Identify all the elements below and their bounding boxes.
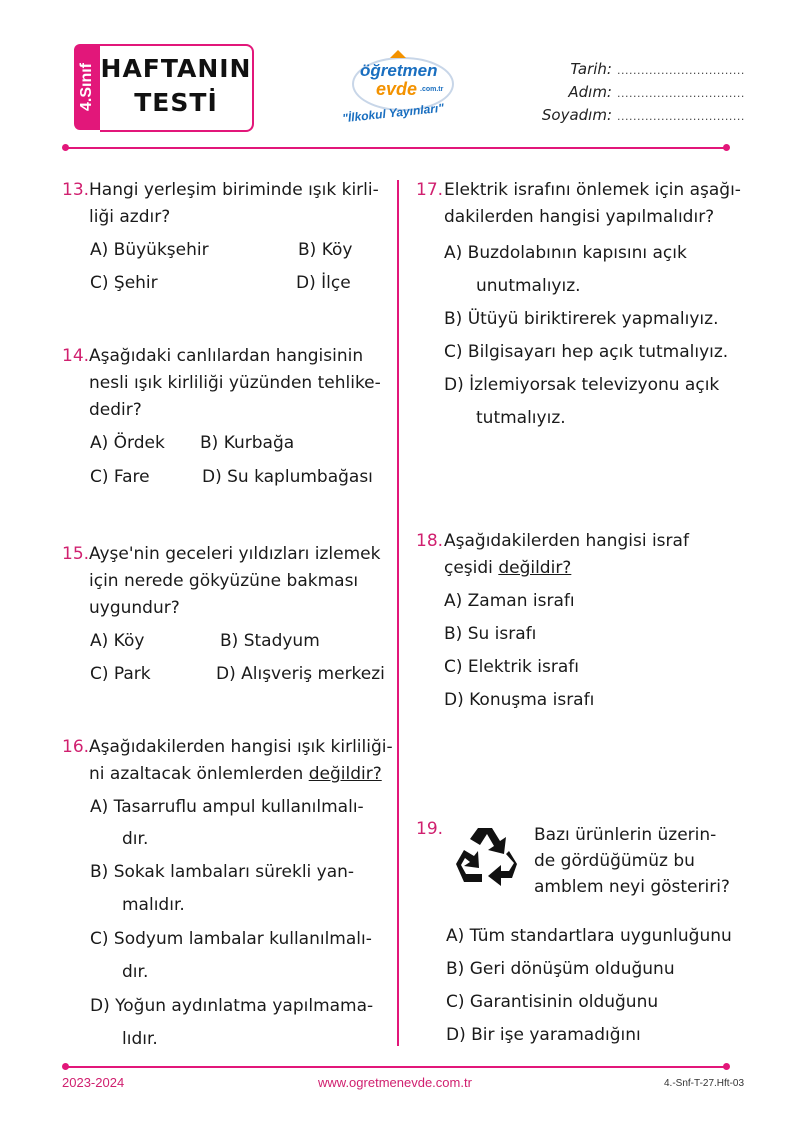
name-label: Adım:: [568, 83, 612, 101]
footer-dot-right: [723, 1063, 730, 1070]
option-b-cont[interactable]: malıdır.: [122, 895, 185, 915]
option-c[interactable]: C) Elektrik israfı: [444, 657, 579, 677]
footer-code: 4.-Snf-T-27.Hft-03: [664, 1078, 745, 1089]
question-text-part: çeşidi: [444, 558, 499, 578]
option-c[interactable]: C) Şehir: [90, 273, 158, 293]
option-d[interactable]: D) İlçe: [296, 273, 351, 293]
name-field[interactable]: ................................: [617, 87, 745, 100]
option-a[interactable]: A) Ördek: [90, 433, 165, 453]
option-a-cont[interactable]: dır.: [122, 829, 149, 849]
question-text: Elektrik israfını önlemek için aşağı-: [444, 180, 741, 200]
footer-dot-left: [62, 1063, 69, 1070]
column-divider: [397, 180, 399, 1046]
question-text: amblem neyi gösteriri?: [534, 877, 730, 897]
option-a[interactable]: A) Tüm standartlara uygunluğunu: [446, 926, 732, 946]
option-b[interactable]: B) Geri dönüşüm olduğunu: [446, 959, 675, 979]
title-line-2: TESTİ: [134, 88, 218, 117]
question-text: Bazı ürünlerin üzerin-: [534, 825, 717, 845]
emphasis-underlined: değildir?: [498, 558, 572, 578]
option-c[interactable]: C) Fare: [90, 467, 150, 487]
logo-top: öğretmen: [360, 61, 438, 80]
option-d[interactable]: D) Konuşma israfı: [444, 690, 595, 710]
option-b[interactable]: B) Ütüyü biriktirerek yapmalıyız.: [444, 309, 719, 329]
question-text: için nerede gökyüzüne bakması: [89, 571, 359, 591]
option-d[interactable]: D) İzlemiyorsak televizyonu açık: [444, 375, 720, 395]
question-text: dedir?: [89, 400, 142, 420]
option-b[interactable]: B) Kurbağa: [200, 433, 295, 453]
publisher-logo: [341, 44, 458, 130]
question-text: Hangi yerleşim biriminde ışık kirli-: [89, 180, 379, 200]
option-d[interactable]: D) Yoğun aydınlatma yapılmama-: [90, 996, 374, 1016]
option-a[interactable]: A) Tasarruflu ampul kullanılmalı-: [90, 797, 364, 817]
recycle-icon: [452, 824, 524, 894]
option-d-cont[interactable]: tutmalıyız.: [476, 408, 566, 428]
footer-website-link[interactable]: www.ogretmenevde.com.tr: [318, 1075, 472, 1090]
option-d-cont[interactable]: lıdır.: [122, 1029, 158, 1049]
footer-divider: [66, 1066, 726, 1068]
question-text: de gördüğümüz bu: [534, 851, 695, 871]
question-text-part: ni azaltacak önlemlerden: [89, 764, 309, 784]
question-text: uygundur?: [89, 598, 180, 618]
logo-main: evde: [376, 79, 418, 99]
emphasis-underlined: değildir?: [308, 764, 382, 784]
option-c[interactable]: C) Park: [90, 664, 151, 684]
surname-field[interactable]: ................................: [617, 110, 745, 123]
question-number: 14.: [62, 346, 90, 366]
question-text: nesli ışık kirliliği yüzünden tehlike-: [89, 373, 381, 393]
option-d[interactable]: D) Alışveriş merkezi: [216, 664, 385, 684]
surname-label: Soyadım:: [541, 106, 612, 124]
question-text: [444, 555, 571, 582]
option-a[interactable]: A) Büyükşehir: [90, 240, 209, 260]
question-text: Ayşe'nin geceleri yıldızları izlemek: [89, 544, 381, 564]
question-number: 16.: [62, 737, 90, 757]
footer-year: 2023-2024: [62, 1075, 125, 1090]
option-b[interactable]: B) Stadyum: [220, 631, 320, 651]
option-a[interactable]: A) Köy: [90, 631, 145, 651]
option-a[interactable]: A) Zaman israfı: [444, 591, 575, 611]
option-c[interactable]: C) Sodyum lambalar kullanılmalı-: [90, 929, 372, 949]
question-number: 17.: [416, 180, 444, 200]
divider-dot-left: [62, 144, 69, 151]
question-text: Aşağıdakilerden hangisi ışık kirliliği-: [89, 737, 393, 757]
divider-dot-right: [723, 144, 730, 151]
option-b[interactable]: B) Köy: [298, 240, 353, 260]
option-d[interactable]: D) Su kaplumbağası: [202, 467, 373, 487]
title-box: [100, 44, 254, 132]
option-c[interactable]: C) Bilgisayarı hep açık tutmalıyız.: [444, 342, 729, 362]
header-divider: [66, 147, 726, 149]
question-text: [89, 761, 382, 788]
question-number: 19.: [416, 819, 444, 839]
option-b[interactable]: B) Su israfı: [444, 624, 537, 644]
date-label: Tarih:: [570, 60, 612, 78]
option-a[interactable]: A) Buzdolabının kapısını açık: [444, 243, 687, 263]
date-field[interactable]: ................................: [617, 64, 745, 77]
question-number: 18.: [416, 531, 444, 551]
option-a-cont[interactable]: unutmalıyız.: [476, 276, 581, 296]
logo-tagline: "İlkokul Yayınları": [341, 100, 445, 126]
option-b[interactable]: B) Sokak lambaları sürekli yan-: [90, 862, 355, 882]
question-number: 13.: [62, 180, 90, 200]
question-text: dakilerden hangisi yapılmalıdır?: [444, 207, 715, 227]
question-text: Aşağıdaki canlılardan hangisinin: [89, 346, 364, 366]
option-c-cont[interactable]: dır.: [122, 962, 149, 982]
logo-domain: .com.tr: [420, 86, 444, 93]
option-d[interactable]: D) Bir işe yaramadığını: [446, 1025, 641, 1045]
grade-label: 4.Sınıf: [78, 63, 95, 112]
question-text: liği azdır?: [89, 207, 171, 227]
question-text: Aşağıdakilerden hangisi israf: [444, 531, 689, 551]
grade-tab: [74, 44, 100, 130]
question-number: 15.: [62, 544, 90, 564]
option-c[interactable]: C) Garantisinin olduğunu: [446, 992, 659, 1012]
title-line-1: HAFTANIN: [100, 54, 252, 83]
